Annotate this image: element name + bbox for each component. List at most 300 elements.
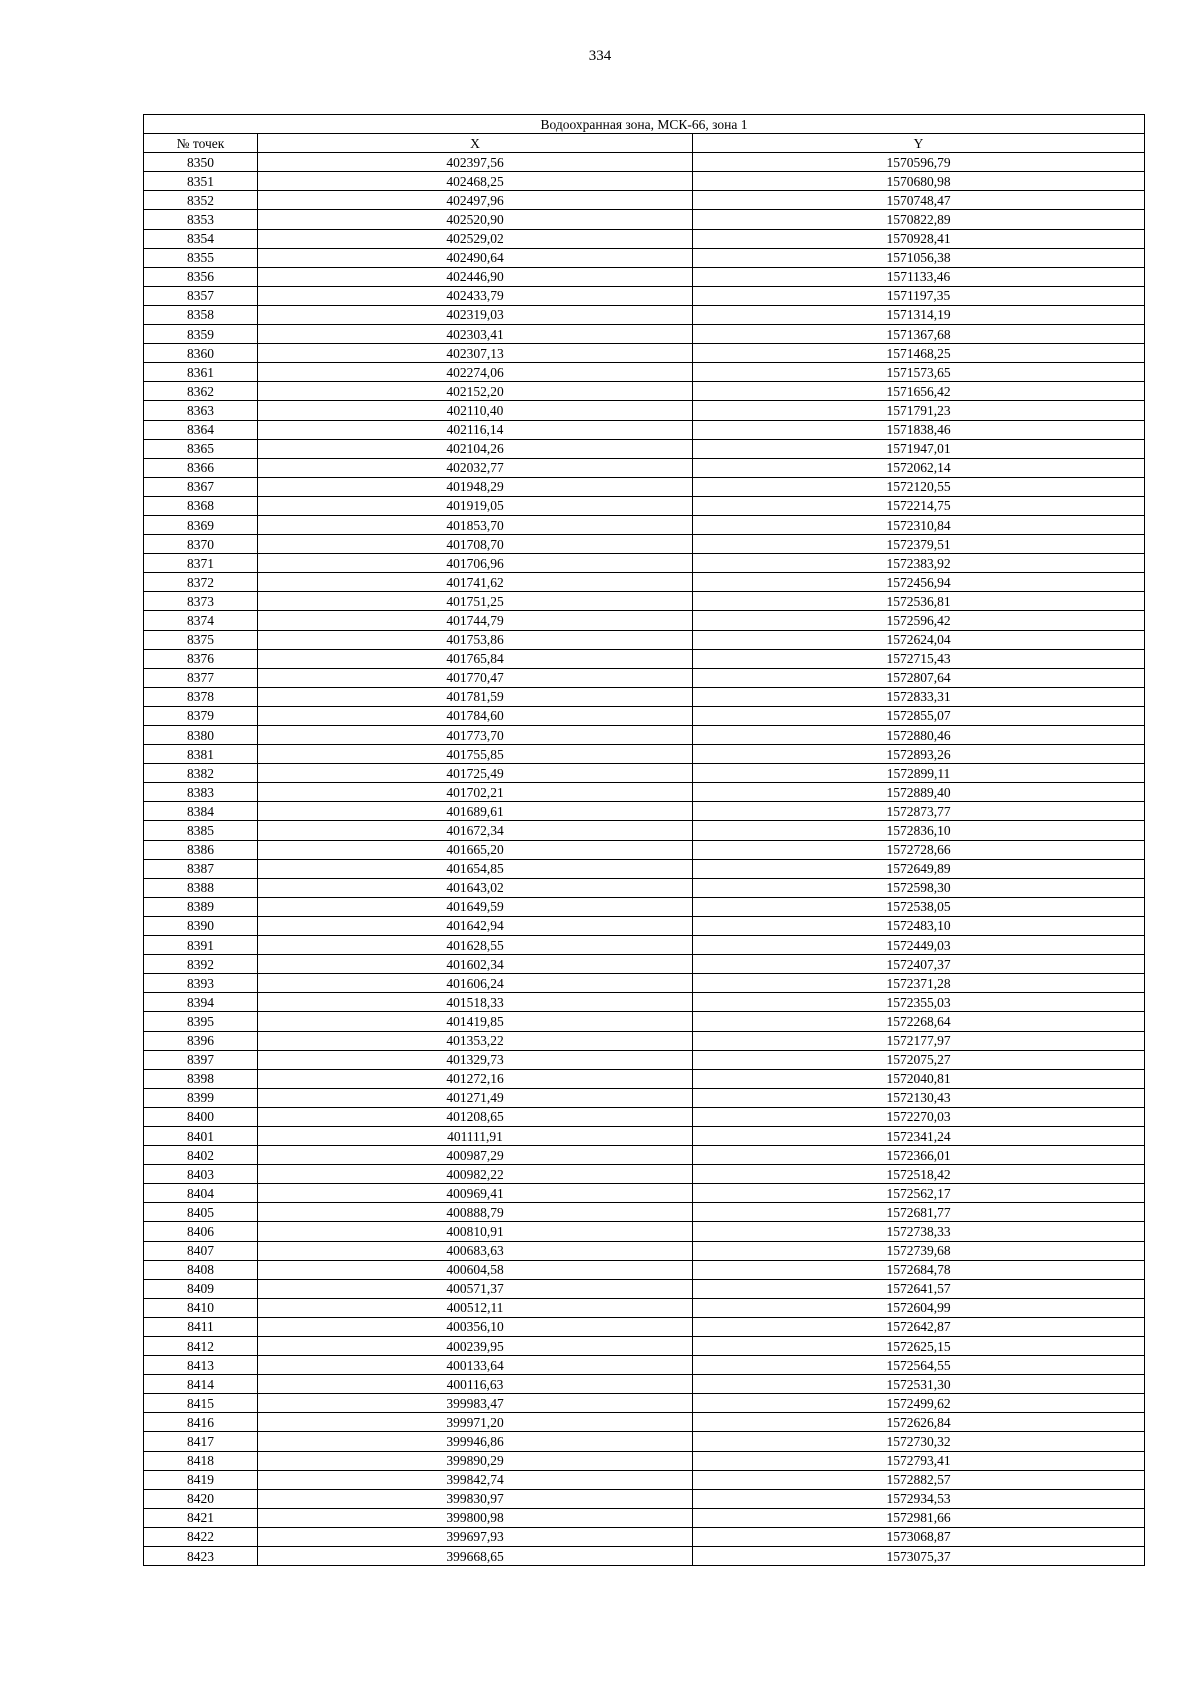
- x-cell: 401353,22: [258, 1031, 693, 1050]
- x-cell: 402497,96: [258, 191, 693, 210]
- table-row: [144, 1279, 1145, 1298]
- point-number-cell: 8395: [144, 1012, 258, 1031]
- y-cell: 1572625,15: [693, 1337, 1145, 1356]
- x-cell: 402490,64: [258, 248, 693, 267]
- point-number-cell: 8360: [144, 344, 258, 363]
- x-cell: 401654,85: [258, 859, 693, 878]
- point-number-cell: 8417: [144, 1432, 258, 1451]
- y-cell: 1572624,04: [693, 630, 1145, 649]
- x-cell: 402104,26: [258, 439, 693, 458]
- x-cell: 400512,11: [258, 1298, 693, 1317]
- y-cell: 1571947,01: [693, 439, 1145, 458]
- x-cell: 401702,21: [258, 783, 693, 802]
- y-cell: 1572681,77: [693, 1203, 1145, 1222]
- point-number-cell: 8422: [144, 1527, 258, 1546]
- table-row: [144, 592, 1145, 611]
- point-number-cell: 8374: [144, 611, 258, 630]
- point-number-cell: 8423: [144, 1547, 258, 1566]
- table-row: [144, 248, 1145, 267]
- x-cell: 402116,14: [258, 420, 693, 439]
- point-number-cell: 8414: [144, 1375, 258, 1394]
- x-cell: 399668,65: [258, 1547, 693, 1566]
- x-cell: 400982,22: [258, 1165, 693, 1184]
- point-number-cell: 8390: [144, 916, 258, 935]
- y-cell: 1572177,97: [693, 1031, 1145, 1050]
- point-number-cell: 8413: [144, 1356, 258, 1375]
- point-number-cell: 8351: [144, 172, 258, 191]
- point-number-cell: 8378: [144, 687, 258, 706]
- y-cell: 1572538,05: [693, 897, 1145, 916]
- point-number-cell: 8362: [144, 382, 258, 401]
- y-cell: 1572449,03: [693, 936, 1145, 955]
- y-cell: 1572604,99: [693, 1298, 1145, 1317]
- x-cell: 401755,85: [258, 745, 693, 764]
- point-number-cell: 8358: [144, 305, 258, 324]
- x-cell: 401642,94: [258, 916, 693, 935]
- y-cell: 1572981,66: [693, 1508, 1145, 1527]
- table-row: [144, 153, 1145, 172]
- y-cell: 1572738,33: [693, 1222, 1145, 1241]
- table-row: [144, 1107, 1145, 1126]
- x-cell: 401773,70: [258, 726, 693, 745]
- table-row: [144, 1184, 1145, 1203]
- point-number-cell: 8379: [144, 706, 258, 725]
- x-cell: 401111,91: [258, 1126, 693, 1145]
- x-cell: 401744,79: [258, 611, 693, 630]
- point-number-cell: 8398: [144, 1069, 258, 1088]
- y-cell: 1570928,41: [693, 229, 1145, 248]
- x-cell: 401770,47: [258, 668, 693, 687]
- table-row: [144, 726, 1145, 745]
- y-cell: 1572040,81: [693, 1069, 1145, 1088]
- table-row: [144, 993, 1145, 1012]
- table-row: [144, 955, 1145, 974]
- x-cell: 401706,96: [258, 554, 693, 573]
- y-cell: 1571573,65: [693, 363, 1145, 382]
- table-row: [144, 897, 1145, 916]
- point-number-cell: 8416: [144, 1413, 258, 1432]
- table-row: [144, 936, 1145, 955]
- y-cell: 1572536,81: [693, 592, 1145, 611]
- y-cell: 1571367,68: [693, 325, 1145, 344]
- table-row: [144, 1375, 1145, 1394]
- point-number-cell: 8387: [144, 859, 258, 878]
- x-cell: 401784,60: [258, 706, 693, 725]
- table-row: [144, 305, 1145, 324]
- y-cell: 1572270,03: [693, 1107, 1145, 1126]
- table-row: [144, 382, 1145, 401]
- table-row: [144, 420, 1145, 439]
- x-cell: 400116,63: [258, 1375, 693, 1394]
- table-row: [144, 859, 1145, 878]
- x-cell: 401751,25: [258, 592, 693, 611]
- y-cell: 1572383,92: [693, 554, 1145, 573]
- table-row: [144, 1317, 1145, 1336]
- x-cell: 401672,34: [258, 821, 693, 840]
- x-cell: 401419,85: [258, 1012, 693, 1031]
- table-row: [144, 191, 1145, 210]
- y-cell: 1572873,77: [693, 802, 1145, 821]
- y-cell: 1571197,35: [693, 286, 1145, 305]
- table-row: [144, 916, 1145, 935]
- table-row: [144, 1508, 1145, 1527]
- x-cell: 401725,49: [258, 764, 693, 783]
- x-cell: 402529,02: [258, 229, 693, 248]
- y-cell: 1572214,75: [693, 496, 1145, 515]
- x-cell: 401948,29: [258, 477, 693, 496]
- table-row: [144, 344, 1145, 363]
- y-cell: 1572518,42: [693, 1165, 1145, 1184]
- point-number-cell: 8373: [144, 592, 258, 611]
- x-cell: 399971,20: [258, 1413, 693, 1432]
- x-cell: 401606,24: [258, 974, 693, 993]
- table-row: [144, 458, 1145, 477]
- y-cell: 1570822,89: [693, 210, 1145, 229]
- table-row: [144, 1489, 1145, 1508]
- y-cell: 1571133,46: [693, 267, 1145, 286]
- point-number-cell: 8391: [144, 936, 258, 955]
- y-cell: 1572880,46: [693, 726, 1145, 745]
- x-cell: 400810,91: [258, 1222, 693, 1241]
- table-row: [144, 210, 1145, 229]
- point-number-cell: 8406: [144, 1222, 258, 1241]
- point-number-cell: 8393: [144, 974, 258, 993]
- x-cell: 401602,34: [258, 955, 693, 974]
- point-number-cell: 8357: [144, 286, 258, 305]
- x-cell: 399800,98: [258, 1508, 693, 1527]
- table-row: [144, 1394, 1145, 1413]
- y-cell: 1572642,87: [693, 1317, 1145, 1336]
- column-header-point-number: № точек: [144, 134, 258, 153]
- point-number-cell: 8383: [144, 783, 258, 802]
- x-cell: 402303,41: [258, 325, 693, 344]
- point-number-cell: 8361: [144, 363, 258, 382]
- point-number-cell: 8402: [144, 1146, 258, 1165]
- point-number-cell: 8410: [144, 1298, 258, 1317]
- y-cell: 1571468,25: [693, 344, 1145, 363]
- point-number-cell: 8412: [144, 1337, 258, 1356]
- table-row: [144, 1298, 1145, 1317]
- table-row: [144, 325, 1145, 344]
- point-number-cell: 8404: [144, 1184, 258, 1203]
- table-row: [144, 821, 1145, 840]
- y-cell: 1572684,78: [693, 1260, 1145, 1279]
- point-number-cell: 8355: [144, 248, 258, 267]
- x-cell: 401919,05: [258, 496, 693, 515]
- point-number-cell: 8389: [144, 897, 258, 916]
- table-row: [144, 1165, 1145, 1184]
- y-cell: 1570596,79: [693, 153, 1145, 172]
- x-cell: 400133,64: [258, 1356, 693, 1375]
- x-cell: 402274,06: [258, 363, 693, 382]
- x-cell: 400571,37: [258, 1279, 693, 1298]
- table-row: [144, 1222, 1145, 1241]
- point-number-cell: 8409: [144, 1279, 258, 1298]
- table-row: [144, 172, 1145, 191]
- x-cell: 401649,59: [258, 897, 693, 916]
- point-number-cell: 8388: [144, 878, 258, 897]
- y-cell: 1573068,87: [693, 1527, 1145, 1546]
- x-cell: 401708,70: [258, 535, 693, 554]
- x-cell: 400604,58: [258, 1260, 693, 1279]
- x-cell: 401628,55: [258, 936, 693, 955]
- y-cell: 1572075,27: [693, 1050, 1145, 1069]
- table-row: [144, 554, 1145, 573]
- y-cell: 1572836,10: [693, 821, 1145, 840]
- table-row: [144, 363, 1145, 382]
- table-row: [144, 267, 1145, 286]
- y-cell: 1572120,55: [693, 477, 1145, 496]
- y-cell: 1572899,11: [693, 764, 1145, 783]
- y-cell: 1572739,68: [693, 1241, 1145, 1260]
- point-number-cell: 8353: [144, 210, 258, 229]
- table-row: [144, 706, 1145, 725]
- table-row: [144, 1012, 1145, 1031]
- x-cell: 401853,70: [258, 515, 693, 534]
- point-number-cell: 8407: [144, 1241, 258, 1260]
- y-cell: 1570748,47: [693, 191, 1145, 210]
- point-number-cell: 8384: [144, 802, 258, 821]
- y-cell: 1572341,24: [693, 1126, 1145, 1145]
- point-number-cell: 8380: [144, 726, 258, 745]
- x-cell: 401643,02: [258, 878, 693, 897]
- x-cell: 399697,93: [258, 1527, 693, 1546]
- point-number-cell: 8415: [144, 1394, 258, 1413]
- y-cell: 1572371,28: [693, 974, 1145, 993]
- y-cell: 1572499,62: [693, 1394, 1145, 1413]
- y-cell: 1572366,01: [693, 1146, 1145, 1165]
- point-number-cell: 8372: [144, 573, 258, 592]
- table-row: [144, 286, 1145, 305]
- point-number-cell: 8403: [144, 1165, 258, 1184]
- point-number-cell: 8401: [144, 1126, 258, 1145]
- x-cell: 400239,95: [258, 1337, 693, 1356]
- table-row: [144, 1203, 1145, 1222]
- point-number-cell: 8394: [144, 993, 258, 1012]
- y-cell: 1572310,84: [693, 515, 1145, 534]
- x-cell: 401272,16: [258, 1069, 693, 1088]
- y-cell: 1572728,66: [693, 840, 1145, 859]
- x-cell: 399842,74: [258, 1470, 693, 1489]
- table-row: [144, 1547, 1145, 1566]
- table-row: [144, 1470, 1145, 1489]
- table-row: [144, 974, 1145, 993]
- table-row: [144, 535, 1145, 554]
- x-cell: 399890,29: [258, 1451, 693, 1470]
- point-number-cell: 8381: [144, 745, 258, 764]
- point-number-cell: 8419: [144, 1470, 258, 1489]
- x-cell: 400987,29: [258, 1146, 693, 1165]
- y-cell: 1572641,57: [693, 1279, 1145, 1298]
- table-row: [144, 1413, 1145, 1432]
- x-cell: 401781,59: [258, 687, 693, 706]
- point-number-cell: 8365: [144, 439, 258, 458]
- table-row: [144, 802, 1145, 821]
- point-number-cell: 8418: [144, 1451, 258, 1470]
- y-cell: 1572855,07: [693, 706, 1145, 725]
- point-number-cell: 8408: [144, 1260, 258, 1279]
- x-cell: 402032,77: [258, 458, 693, 477]
- y-cell: 1572882,57: [693, 1470, 1145, 1489]
- point-number-cell: 8354: [144, 229, 258, 248]
- y-cell: 1572407,37: [693, 955, 1145, 974]
- y-cell: 1572807,64: [693, 668, 1145, 687]
- y-cell: 1572531,30: [693, 1375, 1145, 1394]
- table-row: [144, 687, 1145, 706]
- point-number-cell: 8405: [144, 1203, 258, 1222]
- point-number-cell: 8363: [144, 401, 258, 420]
- table-row: [144, 1088, 1145, 1107]
- y-cell: 1572062,14: [693, 458, 1145, 477]
- point-number-cell: 8411: [144, 1317, 258, 1336]
- y-cell: 1572893,26: [693, 745, 1145, 764]
- y-cell: 1571656,42: [693, 382, 1145, 401]
- point-number-cell: 8400: [144, 1107, 258, 1126]
- x-cell: 402307,13: [258, 344, 693, 363]
- x-cell: 400683,63: [258, 1241, 693, 1260]
- point-number-cell: 8369: [144, 515, 258, 534]
- point-number-cell: 8375: [144, 630, 258, 649]
- coordinates-table: [143, 114, 1145, 1566]
- y-cell: 1572564,55: [693, 1356, 1145, 1375]
- y-cell: 1572483,10: [693, 916, 1145, 935]
- table-row: [144, 649, 1145, 668]
- point-number-cell: 8377: [144, 668, 258, 687]
- x-cell: 400969,41: [258, 1184, 693, 1203]
- point-number-cell: 8368: [144, 496, 258, 515]
- y-cell: 1572268,64: [693, 1012, 1145, 1031]
- table-row: [144, 1146, 1145, 1165]
- y-cell: 1571056,38: [693, 248, 1145, 267]
- y-cell: 1572598,30: [693, 878, 1145, 897]
- point-number-cell: 8370: [144, 535, 258, 554]
- x-cell: 401208,65: [258, 1107, 693, 1126]
- point-number-cell: 8371: [144, 554, 258, 573]
- y-cell: 1572456,94: [693, 573, 1145, 592]
- table-row: [144, 878, 1145, 897]
- x-cell: 399830,97: [258, 1489, 693, 1508]
- table-row: [144, 1050, 1145, 1069]
- point-number-cell: 8421: [144, 1508, 258, 1527]
- table-row: [144, 764, 1145, 783]
- point-number-cell: 8399: [144, 1088, 258, 1107]
- table-row: [144, 515, 1145, 534]
- y-cell: 1572130,43: [693, 1088, 1145, 1107]
- column-header-y: Y: [693, 134, 1145, 153]
- x-cell: 401753,86: [258, 630, 693, 649]
- x-cell: 401741,62: [258, 573, 693, 592]
- point-number-cell: 8397: [144, 1050, 258, 1069]
- point-number-cell: 8382: [144, 764, 258, 783]
- y-cell: 1572730,32: [693, 1432, 1145, 1451]
- x-cell: 401518,33: [258, 993, 693, 1012]
- table-row: [144, 229, 1145, 248]
- table-row: [144, 1260, 1145, 1279]
- x-cell: 402397,56: [258, 153, 693, 172]
- table-row: [144, 1337, 1145, 1356]
- column-header-x: X: [258, 134, 693, 153]
- table-row: [144, 573, 1145, 592]
- y-cell: 1572934,53: [693, 1489, 1145, 1508]
- x-cell: 401689,61: [258, 802, 693, 821]
- x-cell: 399983,47: [258, 1394, 693, 1413]
- table-row: [144, 630, 1145, 649]
- x-cell: 402520,90: [258, 210, 693, 229]
- table-row: [144, 611, 1145, 630]
- table-row: [144, 1031, 1145, 1050]
- y-cell: 1571791,23: [693, 401, 1145, 420]
- table-row: [144, 783, 1145, 802]
- table-body: [144, 153, 1145, 1566]
- table-row: [144, 1069, 1145, 1088]
- table-row: [144, 1451, 1145, 1470]
- x-cell: 402468,25: [258, 172, 693, 191]
- y-cell: 1572596,42: [693, 611, 1145, 630]
- table-row: [144, 496, 1145, 515]
- point-number-cell: 8392: [144, 955, 258, 974]
- table-row: [144, 1356, 1145, 1375]
- y-cell: 1570680,98: [693, 172, 1145, 191]
- x-cell: 401271,49: [258, 1088, 693, 1107]
- page-number: 334: [588, 48, 612, 64]
- point-number-cell: 8352: [144, 191, 258, 210]
- x-cell: 400888,79: [258, 1203, 693, 1222]
- point-number-cell: 8367: [144, 477, 258, 496]
- x-cell: 402110,40: [258, 401, 693, 420]
- x-cell: 402433,79: [258, 286, 693, 305]
- x-cell: 401329,73: [258, 1050, 693, 1069]
- table-row: [144, 477, 1145, 496]
- x-cell: 402152,20: [258, 382, 693, 401]
- y-cell: 1573075,37: [693, 1547, 1145, 1566]
- y-cell: 1572889,40: [693, 783, 1145, 802]
- point-number-cell: 8385: [144, 821, 258, 840]
- y-cell: 1571838,46: [693, 420, 1145, 439]
- point-number-cell: 8366: [144, 458, 258, 477]
- point-number-cell: 8386: [144, 840, 258, 859]
- table-row: [144, 840, 1145, 859]
- y-cell: 1572715,43: [693, 649, 1145, 668]
- table-row: [144, 401, 1145, 420]
- point-number-cell: 8359: [144, 325, 258, 344]
- point-number-cell: 8420: [144, 1489, 258, 1508]
- point-number-cell: 8350: [144, 153, 258, 172]
- y-cell: 1572379,51: [693, 535, 1145, 554]
- table-row: [144, 1432, 1145, 1451]
- y-cell: 1572355,03: [693, 993, 1145, 1012]
- y-cell: 1572833,31: [693, 687, 1145, 706]
- table-title: Водоохранная зона, МСК-66, зона 1: [144, 115, 1145, 134]
- y-cell: 1571314,19: [693, 305, 1145, 324]
- point-number-cell: 8356: [144, 267, 258, 286]
- point-number-cell: 8364: [144, 420, 258, 439]
- x-cell: 401665,20: [258, 840, 693, 859]
- x-cell: 402319,03: [258, 305, 693, 324]
- x-cell: 401765,84: [258, 649, 693, 668]
- table-row: [144, 439, 1145, 458]
- x-cell: 402446,90: [258, 267, 693, 286]
- table-row: [144, 1527, 1145, 1546]
- y-cell: 1572793,41: [693, 1451, 1145, 1470]
- point-number-cell: 8396: [144, 1031, 258, 1050]
- x-cell: 400356,10: [258, 1317, 693, 1336]
- y-cell: 1572649,89: [693, 859, 1145, 878]
- y-cell: 1572626,84: [693, 1413, 1145, 1432]
- x-cell: 399946,86: [258, 1432, 693, 1451]
- table-row: [144, 745, 1145, 764]
- table-row: [144, 1126, 1145, 1145]
- y-cell: 1572562,17: [693, 1184, 1145, 1203]
